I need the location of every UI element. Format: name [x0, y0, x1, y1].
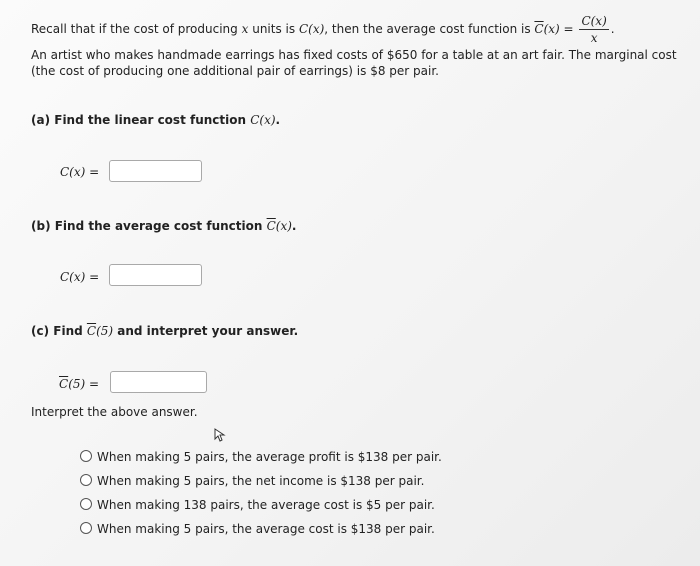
part-c-answer-lhs: $\overline{C}(5)$ =	[59, 377, 100, 391]
part-b-answer-lhs: C(x) =	[60, 270, 100, 284]
part-b-answer-input[interactable]	[109, 264, 202, 286]
radio-icon[interactable]	[80, 522, 92, 534]
option-4[interactable]: When making 5 pairs, the average cost is $138 per pair.	[80, 522, 435, 536]
mouse-cursor-icon	[214, 428, 226, 442]
part-c-answer-input[interactable]	[110, 371, 207, 393]
option-3[interactable]: When making 138 pairs, the average cost is $5 per pair.	[80, 498, 435, 512]
part-a-answer-input[interactable]	[109, 160, 202, 182]
part-b-label: (b) Find the average cost function $\overline{C}(x)$.	[31, 219, 297, 233]
part-c-label: (c) Find $\overline{C}(5)$ and interpret your answer.	[31, 324, 299, 338]
interpret-prompt: Interpret the above answer.	[31, 405, 198, 419]
problem-line-2: (the cost of producing one additional pair of earrings) is $8 per pair.	[31, 64, 439, 78]
average-cost-fraction: $\frac{C(x)}{x}$	[581, 14, 607, 45]
part-a-label: (a) Find the linear cost function C(x).	[31, 113, 281, 127]
option-1[interactable]: When making 5 pairs, the average profit is $138 per pair.	[80, 450, 442, 464]
radio-icon[interactable]	[80, 450, 92, 462]
option-2[interactable]: When making 5 pairs, the net income is $138 per pair.	[80, 474, 424, 488]
intro-text: Recall that if the cost of producing x units is C(x), then the average cost function is $\overline{C}(x)$ = $\frac{C(x)}{x}$ .	[31, 14, 615, 45]
part-a-answer-lhs: C(x) =	[60, 165, 100, 179]
radio-icon[interactable]	[80, 474, 92, 486]
problem-line-1: An artist who makes handmade earrings has fixed costs of $650 for a table at an art fair. The marginal cost	[31, 48, 677, 62]
radio-icon[interactable]	[80, 498, 92, 510]
